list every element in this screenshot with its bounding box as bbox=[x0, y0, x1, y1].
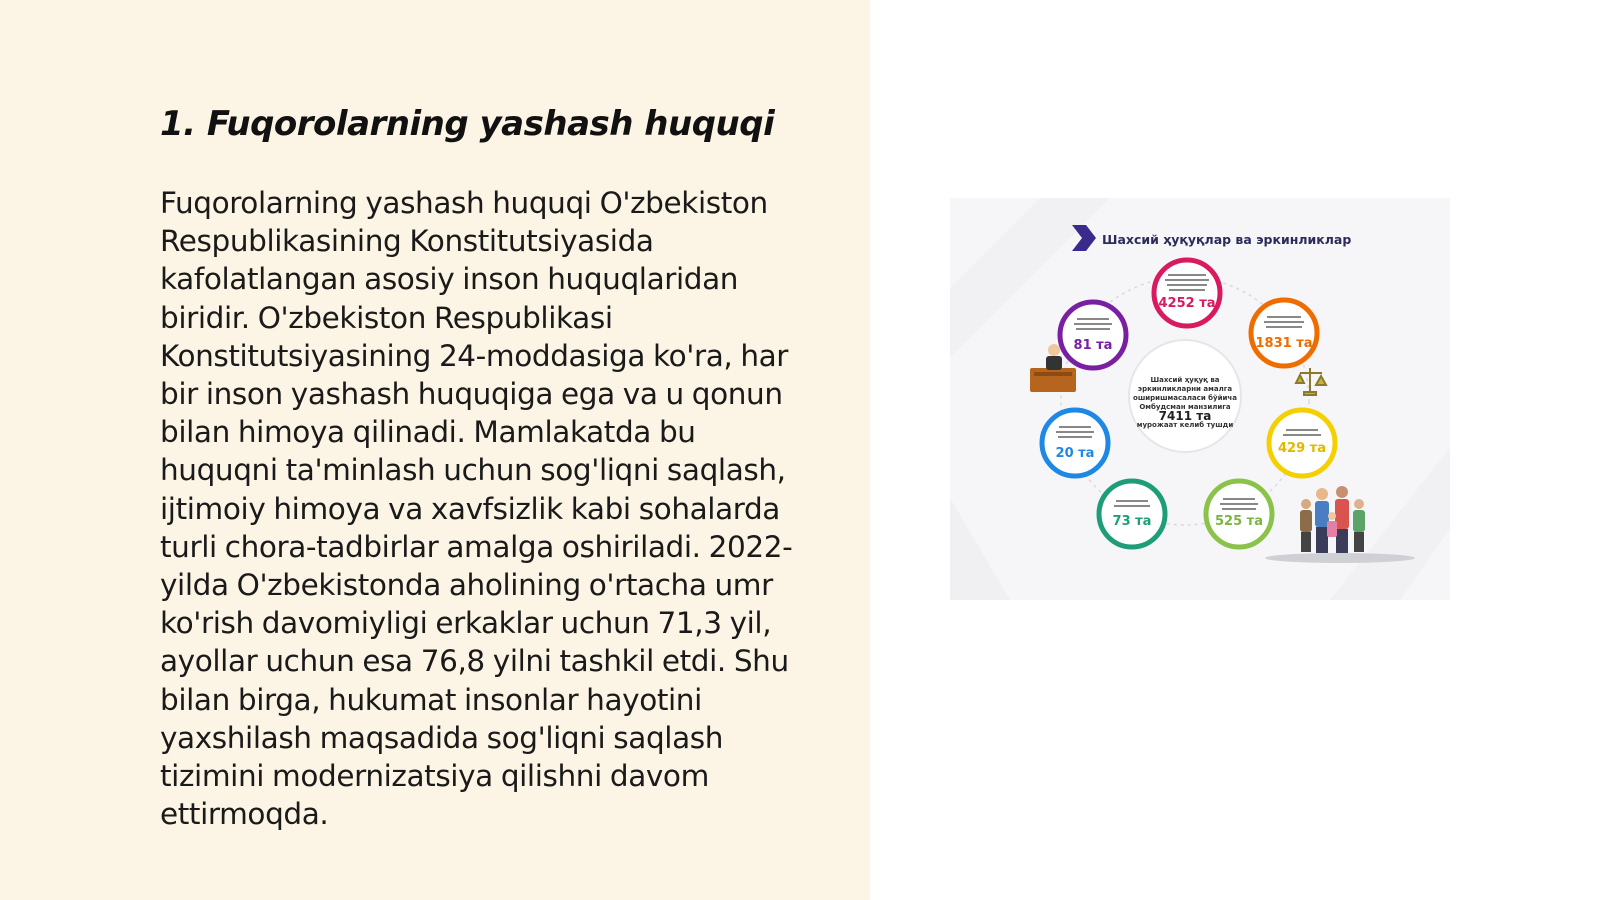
scales-icon bbox=[1296, 368, 1326, 395]
center-total-number: 7411 та bbox=[1158, 409, 1212, 423]
center-caption-line1: Шахсий ҳуқуқ ва эркинликларни амалга оширишмасаласи бўйича Омбудсман манзилига bbox=[1133, 376, 1237, 411]
chevron-right-icon bbox=[1072, 225, 1096, 251]
stat-value-1: 4252 та bbox=[1158, 296, 1216, 311]
stat-circle-2 bbox=[1251, 300, 1317, 366]
stat-circle-1 bbox=[1154, 260, 1220, 326]
stat-circle-6 bbox=[1042, 410, 1108, 476]
slide-body-text: Fuqorolarning yashash huquqi O'zbekiston Respublikasining Konstitutsiyasida kafolatlangan asosiy inson huquqlaridan biridir. O'zbekiston Respublikasi Konstitutsiyasining 24-moddasiga ko'ra, har bir inson yashash huquqiga ega va u qonun bilan himoya qilinadi. Mamlakatda bu huquqni ta'minlash uchun sog'liqni saqlash, ijtimoiy himoya va xavfsizlik kabi sohalarda turli chora-tadbirlar amalga oshiriladi. 2022-yilda O'zbekistonda aholining o'rtacha umr ko'rish davomiyligi erkaklar uchun 71,3 yil, ayollar uchun esa 76,8 yilni tashkil etdi. Shu bilan birga, hukumat insonlar hayotini yaxshilash maqsadida sog'liqni saqlash tizimini modernizatsiya qilishni davom ettirmoqda. bbox=[160, 186, 793, 832]
infographic-heading: Шахсий ҳуқуқлар ва эркинликлар bbox=[1102, 232, 1352, 247]
stat-value-6: 20 та bbox=[1055, 446, 1095, 461]
slide-title: 1. Fuqorolarning yashash huquqi bbox=[160, 104, 775, 144]
center-caption bbox=[1133, 376, 1237, 430]
stat-value-7: 81 та bbox=[1073, 338, 1113, 353]
stat-value-4: 525 та bbox=[1215, 514, 1263, 529]
stat-value-2: 1831 та bbox=[1255, 336, 1313, 351]
stat-value-3: 429 та bbox=[1278, 441, 1326, 456]
stat-value-5: 73 та bbox=[1112, 514, 1152, 529]
stat-circle-7 bbox=[1060, 302, 1126, 368]
ombudsman-infographic bbox=[950, 198, 1450, 600]
center-caption-line2: мурожаат келиб тушди bbox=[1136, 421, 1234, 429]
